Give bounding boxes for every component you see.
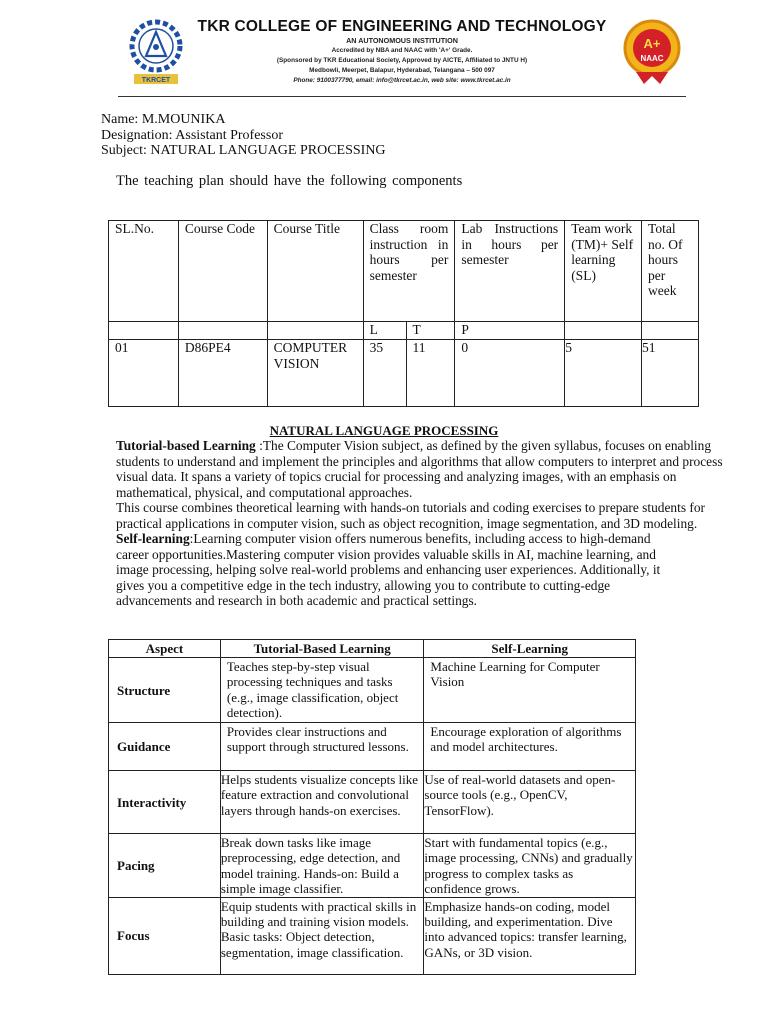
aspect-label: Pacing [109, 834, 221, 898]
aspect-row [109, 898, 636, 975]
aspect-row [109, 723, 636, 771]
faculty-info [101, 112, 386, 159]
tutorial-cell: Helps students visualize concepts like feature extraction and convolutional layers through hands-on exercises. [220, 771, 424, 834]
header-rule [118, 96, 686, 97]
row-l: 35 [363, 340, 406, 407]
aspect-table [108, 639, 636, 975]
header-course-code: Course Code [178, 221, 267, 322]
tutorial-text: :The Computer Vision subject, as defined by the given syllabus, focuses on enabling students to understand and implement the principles and algorithms that allow computers to interpret and process visual data. It spans a variety of topics crucial for processing and analyzing images, with an emphasis on mathematical, physical, and computational approaches. [116, 438, 723, 500]
badge-grade: A+ [643, 36, 661, 51]
row-sl: 01 [109, 340, 179, 407]
self-cell: Machine Learning for Computer Vision [424, 658, 636, 723]
row-team: 5 [565, 340, 642, 407]
aspect-header: Aspect [109, 640, 221, 658]
self-cell: Emphasize hands-on coding, model building, and experimentation. Dive into advanced topics: transfer learning, GANs, or 3D vision. [424, 898, 636, 975]
aspect-label: Focus [109, 898, 221, 975]
self-label: Self-learning [116, 531, 190, 546]
row-p: 0 [455, 340, 565, 407]
self-cell: Encourage exploration of algorithms and model architectures. [424, 723, 636, 771]
header-total: Total no. Of hours per week [642, 221, 699, 322]
course-table [108, 220, 699, 407]
section-body [116, 438, 724, 609]
section-heading: NATURAL LANGUAGE PROCESSING [269, 423, 499, 438]
self-text: :Learning computer vision offers numerous benefits, including access to high-demand career opportunities.Mastering computer vision provides valuable skills in AI, machine learning, and image processing, helping solve real-world problems and enhancing user experiences. Additionally, it gives you a competitive edge in the tech industry, allowing you to contribute to cutting-edge advancements and research in both academic and practical settings. [116, 531, 661, 608]
self-paragraph [116, 531, 676, 609]
course-paragraph: This course combines theoretical learning with hands-on tutorials and coding exercises to prepare students for practical applications in computer vision, such as object recognition, image segmentation, and 3D modeling. [116, 500, 706, 531]
aspect-row [109, 771, 636, 834]
tutorial-header: Tutorial-Based Learning [220, 640, 424, 658]
header-team: Team work (TM)+ Self learning (SL) [565, 221, 642, 322]
aspect-label: Structure [109, 658, 221, 723]
letterhead-text [188, 18, 616, 86]
faculty-designation: Designation: Assistant Professor [101, 127, 283, 143]
tutorial-cell: Provides clear instructions and support through structured lessons. [220, 723, 424, 771]
course-table-row [109, 340, 699, 407]
course-table-sub-row [109, 322, 699, 340]
contact-line: Phone: 9100377790, email: info@tkrcet.ac.in, web site: www.tkrcet.ac.in [293, 77, 511, 84]
row-total: 51 [642, 340, 699, 407]
row-title: COMPUTER VISION [267, 340, 363, 407]
row-code: D86PE4 [178, 340, 267, 407]
sub-t: T [406, 322, 455, 340]
aspect-label: Guidance [109, 723, 221, 771]
header-sl: SL.No. [109, 221, 179, 322]
tutorial-cell: Equip students with practical skills in building and training vision models. Basic tasks: Object detection, segmentation, image classification. [220, 898, 424, 975]
badge-text: NAAC [640, 54, 664, 63]
tutorial-cell: Teaches step-by-step visual processing techniques and tasks (e.g., image classification, object detection). [220, 658, 424, 723]
tutorial-label: Tutorial-based Learning [116, 438, 256, 453]
self-cell: Start with fundamental topics (e.g., image processing, CNNs) and gradually progress to complex tasks as confidence grows. [424, 834, 636, 898]
subject-line: Subject: NATURAL LANGUAGE PROCESSING [101, 143, 386, 158]
sub-empty [109, 322, 179, 340]
tutorial-cell: Break down tasks like image preprocessing, edge detection, and model training. Hands-on: Build a simple image classifier. [220, 834, 424, 898]
sponsor-line: (Sponsored by TKR Educational Society, Approved by AICTE, Affiliated to JNTU H) [276, 57, 528, 64]
accreditation-line: Accredited by NBA and NAAC with 'A+' Grade. [331, 47, 473, 54]
sub-p: P [455, 322, 565, 340]
self-cell: Use of real-world datasets and open-source tools (e.g., OpenCV, TensorFlow). [424, 771, 636, 834]
tutorial-paragraph [116, 438, 724, 500]
faculty-name: Name: M.MOUNIKA [101, 112, 226, 127]
sub-empty [565, 322, 642, 340]
autonomous-line: AN AUTONOMOUS INSTITUTION [346, 36, 458, 45]
aspect-label: Interactivity [109, 771, 221, 834]
college-name: TKR COLLEGE OF ENGINEERING AND TECHNOLOGY [197, 18, 607, 35]
college-logo [128, 16, 184, 88]
sub-empty [178, 322, 267, 340]
logo-wordmark: TKRCET [141, 77, 171, 84]
course-table-header-row [109, 221, 699, 322]
sub-empty [267, 322, 363, 340]
row-t: 11 [406, 340, 455, 407]
header-classroom: Class room instruction in hours per semester [363, 221, 455, 322]
aspect-header-row [109, 640, 636, 658]
letterhead [118, 8, 686, 100]
header-course-title: Course Title [267, 221, 363, 322]
sub-l: L [363, 322, 406, 340]
address-line: Medbowli, Meerpet, Balapur, Hyderabad, Telangana – 500 097 [309, 67, 495, 74]
sub-empty [642, 322, 699, 340]
header-lab: Lab Instructions in hours per semester [455, 221, 565, 322]
intro-text: The teaching plan should have the following components [116, 173, 463, 189]
aspect-row [109, 834, 636, 898]
self-header: Self-Learning [424, 640, 636, 658]
aspect-row [109, 658, 636, 723]
naac-badge-icon [622, 18, 682, 84]
